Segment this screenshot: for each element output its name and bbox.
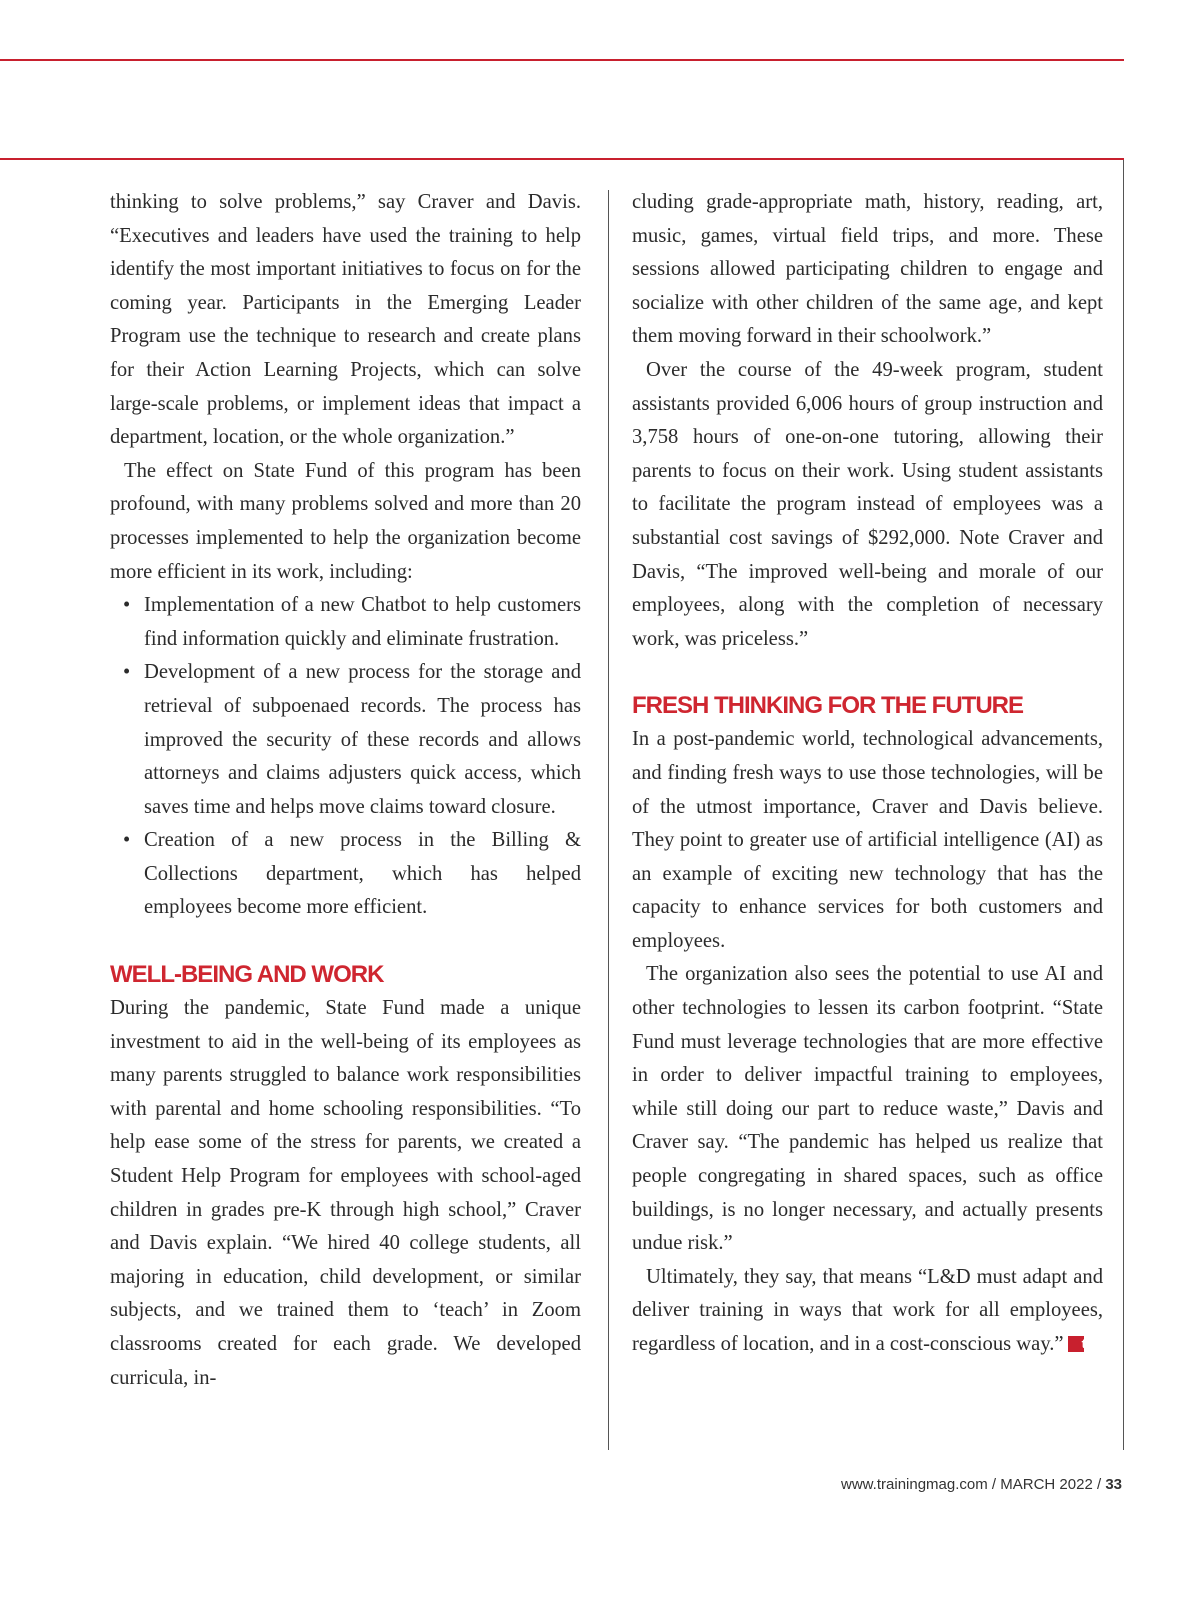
section-heading-well-being: WELL-BEING AND WORK	[110, 961, 384, 989]
footer-url: www.trainingmag.com	[841, 1476, 988, 1493]
list-item-text: Development of a new process for the storage and retrieval of subpoenaed records. The process has improved the security of these records and allows attorneys and claims adjusters quick access, which saves time and helps move claims toward closure.	[144, 661, 581, 818]
bullet-icon: •	[123, 829, 131, 852]
list-item	[110, 656, 581, 824]
section-heading-fresh-thinking: FRESH THINKING FOR THE FUTURE	[632, 692, 1023, 720]
page-footer	[841, 1476, 1122, 1493]
left-column	[110, 186, 581, 1395]
footer-separator: /	[987, 1476, 1001, 1493]
paragraph: In a post-pandemic world, technological advancements, and finding fresh ways to use those technologies, will be of the utmost importance, Craver and Davis believe. They point to greater use of artificial intelligence (AI) as an example of exciting new technology that has the capacity to enhance services for both customers and employees.	[632, 728, 1103, 952]
bullet-list	[110, 589, 581, 925]
footer-issue: MARCH 2022	[1000, 1476, 1093, 1493]
paragraph: Over the course of the 49-week program, student assistants provided 6,006 hours of group instruction and 3,758 hours of one-on-one tutoring, allowing their parents to focus on their work. Using student assistants to facilitate the program instead of employees was a substantial cost savings of $292,000. Note Craver and Davis, “The improved well-being and morale of our employees, along with the completion of necessary work, was priceless.”	[632, 358, 1103, 650]
page-number: 33	[1105, 1476, 1122, 1493]
paragraph: cluding grade-appropriate math, history, reading, art, music, games, virtual field trips, and more. These sessions allowed participating children to engage and socialize with other children of the same age, and kept them moving forward in their schoolwork.”	[632, 191, 1103, 348]
list-item	[110, 589, 581, 656]
header-red-rule	[0, 158, 1124, 160]
right-column	[632, 186, 1103, 1362]
top-red-rule	[0, 59, 1124, 61]
paragraph: The effect on State Fund of this program has been profound, with many problems solved and more than 20 processes implemented to help the organization become more efficient in its work, including:	[110, 459, 581, 583]
paragraph: The organization also sees the potential to use AI and other technologies to lessen its carbon footprint. “State Fund must leverage technologies that are more effective in order to deliver impactful training to employees, while still doing our part to reduce waste,” Davis and Craver say. “The pandemic has helped us realize that people congregating in shared spaces, such as office buildings, is no longer necessary, and actually presents undue risk.”	[632, 963, 1103, 1255]
list-item-text: Implementation of a new Chatbot to help customers find information quickly and eliminate frustration.	[144, 594, 581, 650]
paragraph: During the pandemic, State Fund made a unique investment to aid in the well-being of its employees as many parents struggled to balance work responsibilities with parental and home schooling responsibilities. “To help ease some of the stress for parents, we created a Student Help Program for employees with school-aged children in grades pre-K through high school,” Craver and Davis explain. “We hired 40 college students, all majoring in education, child development, or similar subjects, and we trained them to ‘teach’ in Zoom classrooms created for each grade. We developed curricula, in-	[110, 997, 581, 1389]
bullet-icon: •	[123, 661, 131, 684]
paragraph: thinking to solve problems,” say Craver and Davis. “Executives and leaders have used the training to help identify the most important initiatives to focus on for the coming year. Participants in the Emerging Leader Program use the technique to research and create plans for their Action Learning Projects, which can solve large-scale problems, or implement ideas that impact a department, location, or the whole organization.”	[110, 191, 581, 449]
paragraph-final	[632, 1261, 1103, 1362]
column-divider	[608, 190, 609, 1450]
list-item	[110, 824, 581, 925]
paragraph-text: Ultimately, they say, that means “L&D must adapt and deliver training in ways that work for all employees, regardless of location, and in a cost-conscious way.”	[632, 1265, 1103, 1355]
end-mark-icon: t	[1068, 1336, 1084, 1352]
footer-separator: /	[1092, 1476, 1106, 1493]
list-item-text: Creation of a new process in the Billing & Collections department, which has helped employees become more efficient.	[144, 829, 581, 919]
right-margin-rule	[1123, 160, 1124, 1450]
bullet-icon: •	[123, 594, 131, 617]
